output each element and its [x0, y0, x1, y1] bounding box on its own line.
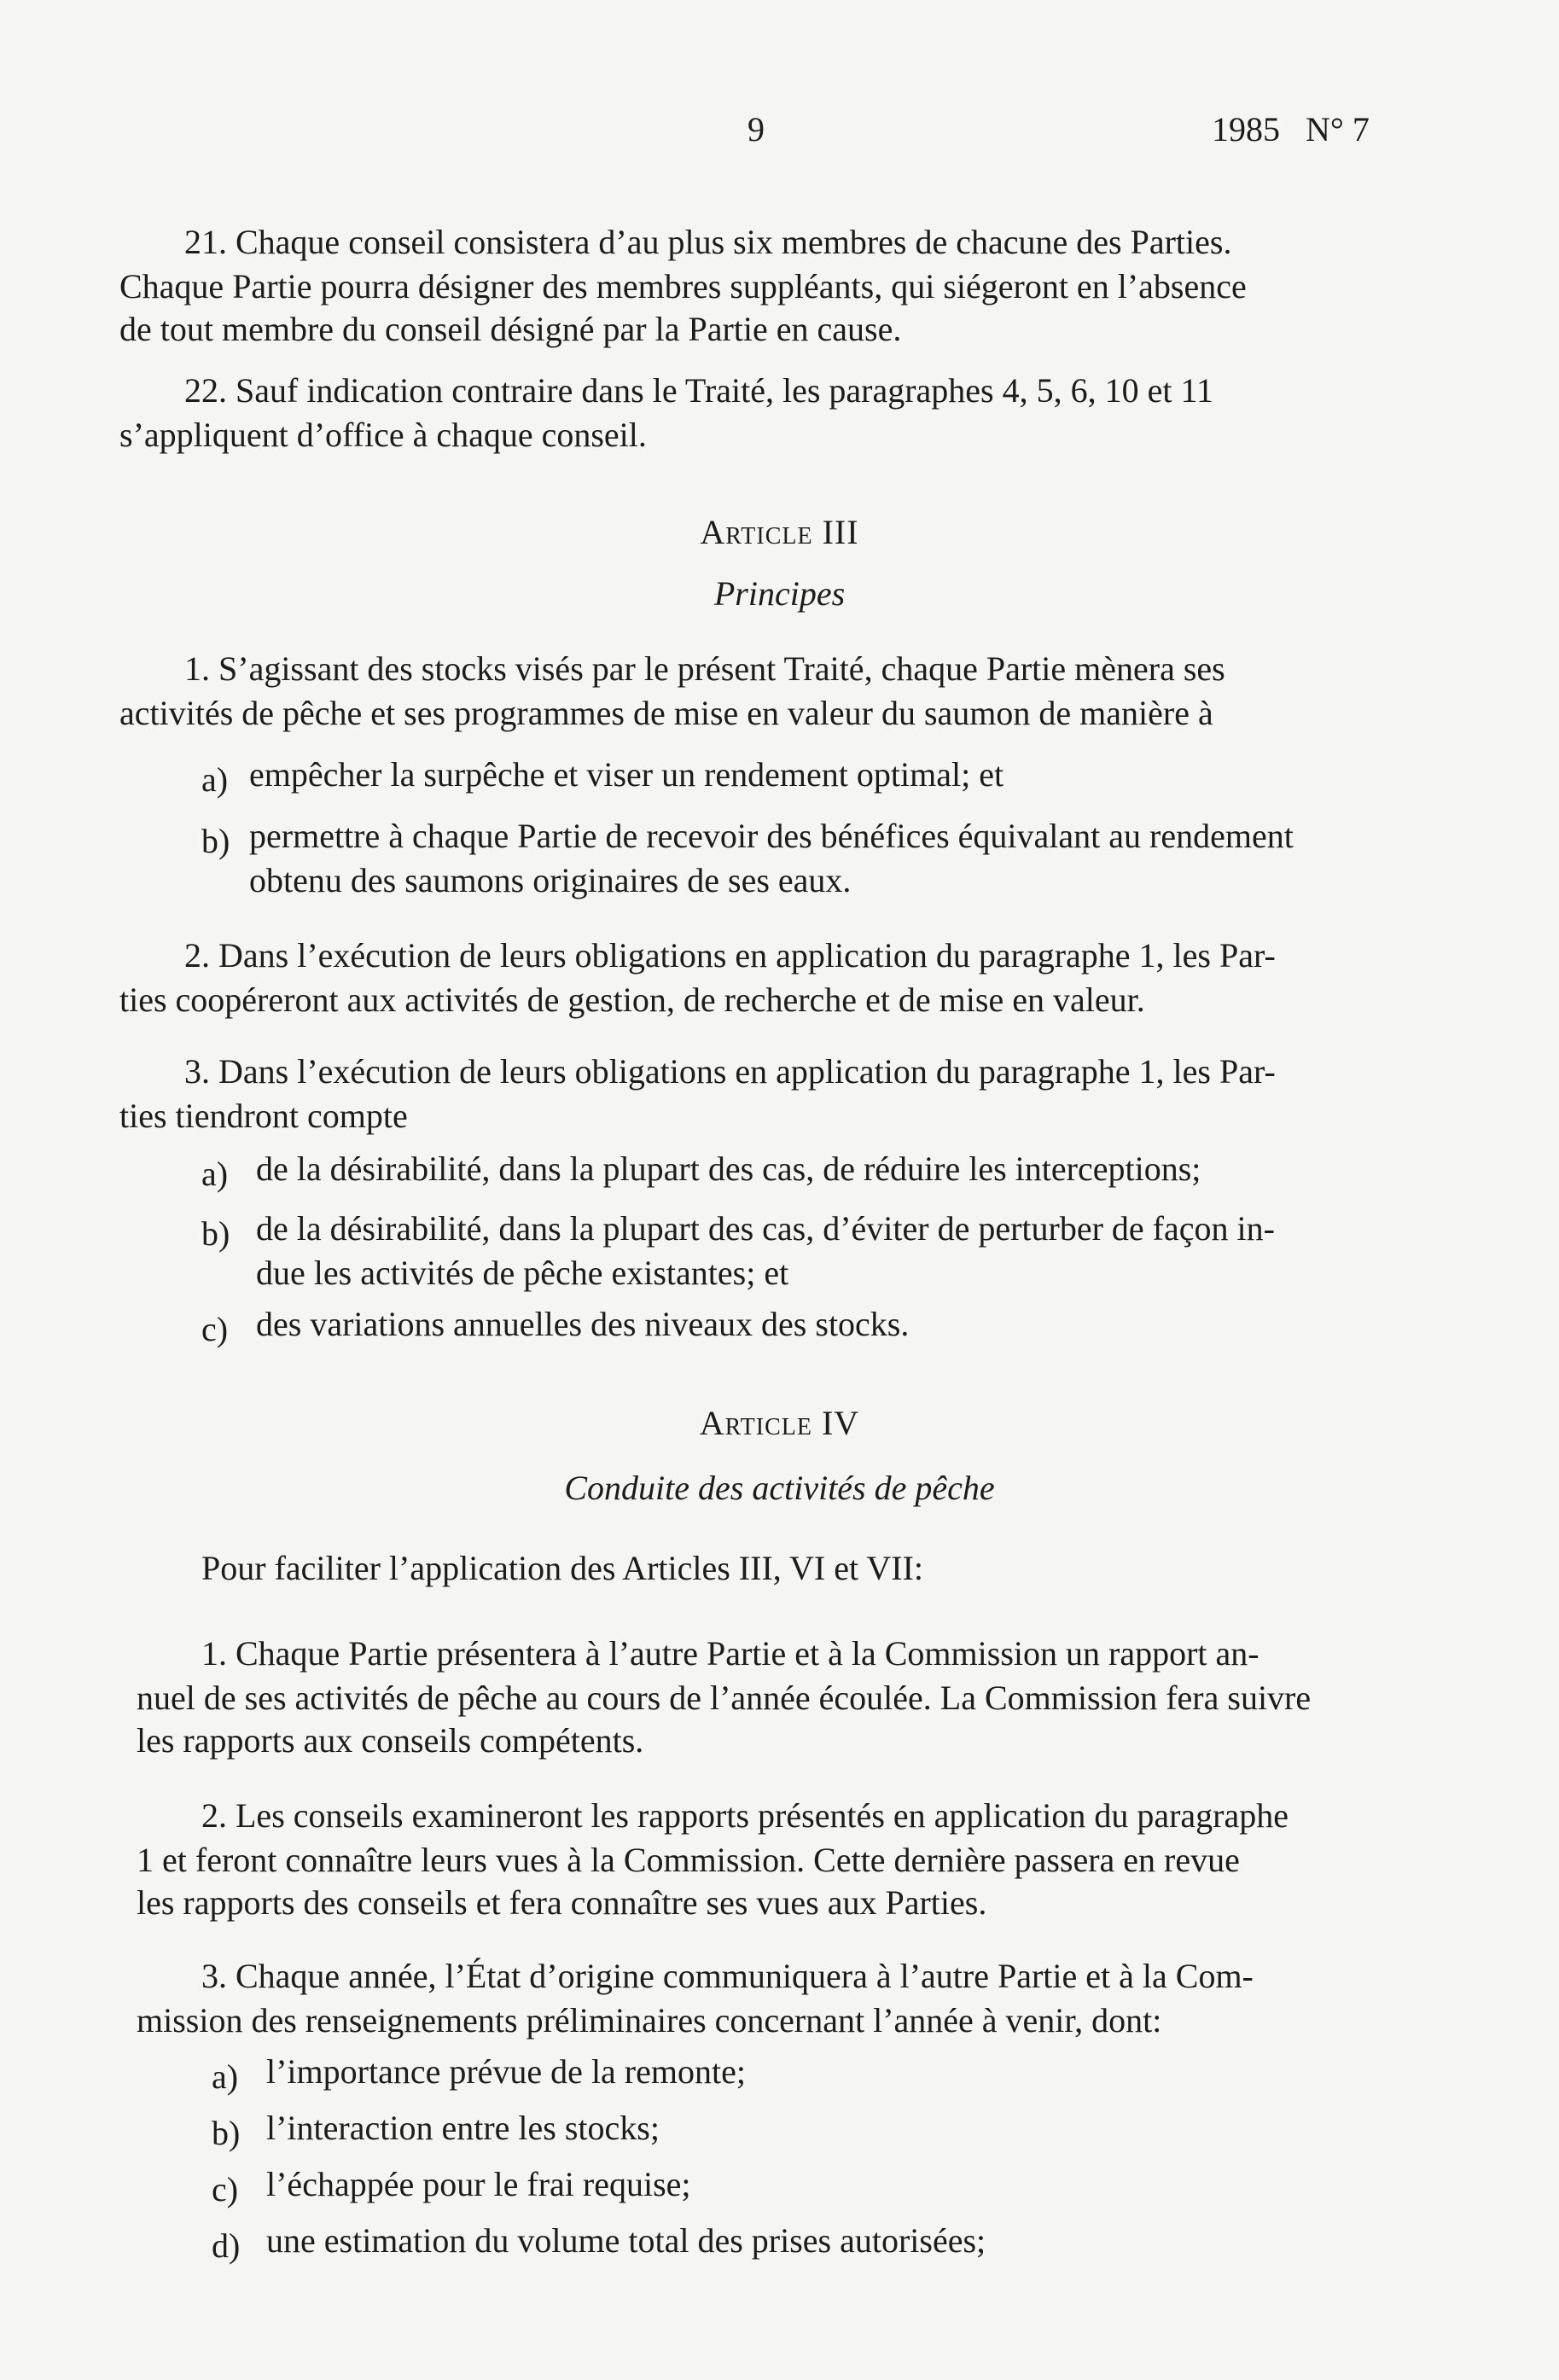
list-item: des variations annuelles des niveaux des stocks.	[256, 1305, 910, 1343]
art4-p2-line-1: 2. Les conseils examineront les rapports présentés en application du paragraphe	[201, 1796, 1289, 1835]
list-item-continuation: due les activités de pêche existantes; et	[256, 1254, 789, 1292]
list-label: c)	[212, 2170, 239, 2208]
art3-p2-line-2: ties coopéreront aux activités de gestion, de recherche et de mise en valeur.	[119, 981, 1145, 1019]
list-item: permettre à chaque Partie de recevoir des bénéfices équivalant au rendement	[249, 817, 1294, 855]
document-number: 1985 N° 7	[1212, 110, 1370, 148]
list-item: l’interaction entre les stocks;	[266, 2109, 660, 2147]
art3-p1-line-1: 1. S’agissant des stocks visés par le présent Traité, chaque Partie mènera ses	[184, 649, 1225, 688]
list-label: c)	[201, 1310, 229, 1348]
art4-p1-line-1: 1. Chaque Partie présentera à l’autre Partie et à la Commission un rapport an-	[201, 1634, 1259, 1673]
list-label: a)	[201, 1155, 229, 1193]
list-label: d)	[212, 2226, 241, 2265]
art3-p3-line-2: ties tiendront compte	[119, 1097, 408, 1135]
list-item: de la désirabilité, dans la plupart des cas, de réduire les interceptions;	[256, 1149, 1201, 1188]
page-number: 9	[748, 110, 765, 148]
art3-p1-line-2: activités de pêche et ses programmes de mise en valeur du saumon de manière à	[119, 694, 1213, 732]
article-3-subheading: Principes	[713, 574, 846, 613]
p21-line-2: Chaque Partie pourra désigner des membres suppléants, qui siégeront en l’absence	[119, 267, 1247, 306]
art4-intro: Pour faciliter l’application des Articles III, VI et VII:	[201, 1549, 924, 1587]
art3-p2-line-1: 2. Dans l’exécution de leurs obligations en application du paragraphe 1, les Par-	[184, 936, 1276, 975]
p22-line-1: 22. Sauf indication contraire dans le Traité, les paragraphes 4, 5, 6, 10 et 11	[184, 371, 1213, 410]
list-item: empêcher la surpêche et viser un rendement optimal; et	[249, 755, 1004, 794]
list-label: b)	[201, 1214, 230, 1253]
list-label: b)	[212, 2114, 241, 2152]
list-label: a)	[201, 760, 229, 799]
list-item: de la désirabilité, dans la plupart des cas, d’éviter de perturber de façon in-	[256, 1209, 1275, 1248]
art4-p3-line-2: mission des renseignements préliminaires concernant l’année à venir, dont:	[137, 2001, 1162, 2040]
p22-line-2: s’appliquent d’office à chaque conseil.	[119, 416, 647, 454]
art4-p1-line-3: les rapports aux conseils compétents.	[137, 1721, 644, 1760]
art4-p3-line-1: 3. Chaque année, l’État d’origine communiquera à l’autre Partie et à la Com-	[201, 1957, 1254, 1995]
list-item: une estimation du volume total des prises autorisées;	[266, 2221, 986, 2260]
art4-p2-line-2: 1 et feront connaître leurs vues à la Commission. Cette dernière passera en revue	[137, 1841, 1240, 1879]
art4-p2-line-3: les rapports des conseils et fera connaître ses vues aux Parties.	[137, 1883, 987, 1922]
article-4-subheading: Conduite des activités de pêche	[564, 1469, 995, 1507]
p21-line-1: 21. Chaque conseil consistera d’au plus six membres de chacune des Parties.	[184, 223, 1232, 261]
p21-line-3: de tout membre du conseil désigné par la Partie en cause.	[119, 310, 902, 348]
list-label: b)	[201, 822, 230, 860]
list-item-continuation: obtenu des saumons originaires de ses eaux.	[249, 861, 852, 899]
list-item: l’échappée pour le frai requise;	[266, 2165, 691, 2203]
list-label: a)	[212, 2057, 239, 2096]
list-item: l’importance prévue de la remonte;	[266, 2052, 746, 2091]
article-4-heading: Article IV	[699, 1404, 860, 1442]
art4-p1-line-2: nuel de ses activités de pêche au cours de l’année écoulée. La Commission fera suivre	[137, 1679, 1312, 1717]
art3-p3-line-1: 3. Dans l’exécution de leurs obligations en application du paragraphe 1, les Par-	[184, 1052, 1276, 1091]
article-3-heading: Article III	[700, 513, 859, 551]
